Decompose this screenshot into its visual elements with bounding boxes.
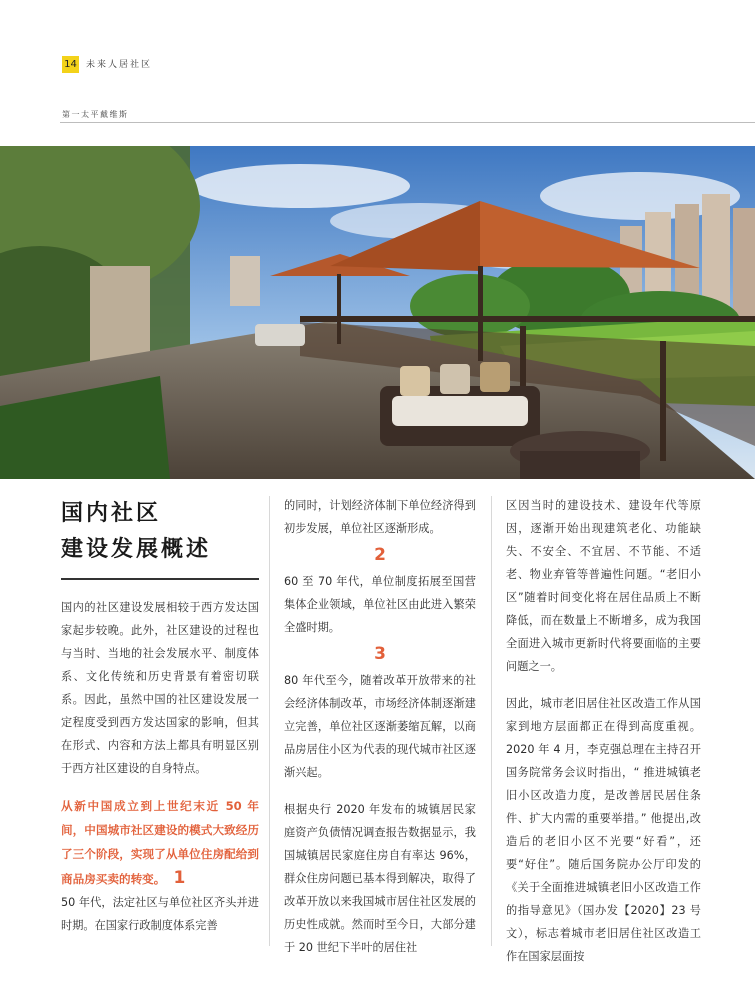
paragraph: 80 年代至今，随着改革开放带来的社会经济体制改革，市场经济体制逐渐建立完善，单位社区逐渐萎缩瓦解，以商品房居住小区为代表的现代城市社区逐渐兴起。 [284,674,476,779]
paragraph: 的同时，计划经济体制下单位经济得到初步发展，单位社区逐渐形成。 [284,499,476,535]
stage-number-1: 1 [173,867,186,888]
stage-number-2: 2 [374,545,386,565]
article-column-2 [284,494,476,959]
paragraph: 区因当时的建设技术、建设年代等原因，逐渐开始出现建筑老化、功能缺失、不安全、不宜居、不节能、不适老、物业弃管等普遍性问题。“老旧小区”随着时间变化将在居住品质上不断降低，而在数量上不断增多，成为我国全面进入城市更新时代将要面临的主要问题之一。 [506,499,701,673]
article-column-3 [506,494,701,968]
magazine-title: 未来人居社区 [86,60,153,70]
highlight-paragraph [61,794,259,891]
heading-rule [61,578,259,580]
header-divider [60,122,755,123]
section-label: 第一太平戴维斯 [62,110,129,119]
column-divider [491,496,492,946]
paragraph: 因此，城市老旧居住社区改造工作从国家到地方层面都正在得到高度重视。2020 年 4 月，李克强总理在主持召开国务院常务会议时指出，“ 推进城镇老旧小区改造力度，是改善居民居住条件、扩大内需的重要举措。” 他提出,改造后的老旧小区不光要“好看”，还要“好住”。随后国务院办公厅印发的《关于全面推进城镇老旧小区改造工作的指导意见》（国办发【2020】23 号文），标志着城市老旧居住社区改造工作在国家层面按 [506,697,701,963]
paragraph: 国内的社区建设发展相较于西方发达国家起步较晚。此外，社区建设的过程也与当时、当地的社会发展水平、制度体系、文化传统和历史背景有着密切联系。因此，虽然中国的社区建设发展一定程度受到西方发达国家的影响，但其在形式、内容和方法上都具有明显区别于西方社区建设的自身特点。 [61,600,259,775]
article-heading [61,496,259,568]
paragraph: 60 至 70 年代，单位制度拓展至国营集体企业领域，单位社区由此进入繁荣全盛时期。 [284,575,476,634]
page-number: 14 [62,56,79,73]
column-divider [269,496,270,946]
stage-number-3: 3 [374,644,386,664]
highlight-text: 从新中国成立到上世纪末近 50 年间，中国城市社区建设的模式大致经历了三个阶段，实现了从单位住房配给到商品房买卖的转变。 [61,798,259,886]
article-column-1 [61,496,259,937]
photo-illustration [0,146,755,479]
paragraph: 根据央行 2020 年发布的城镇居民家庭资产负债情况调查报告数据显示，我国城镇居民家庭住房自有率达 96%，群众住房问题已基本得到解决，取得了改革开放以来我国城市居住社区发展的历史性成就。然而时至今日，大部分建于 20 世纪下半叶的居住社 [284,803,476,954]
rooftop-terrace-photo [0,146,755,479]
heading-line-1: 国内社区 [61,501,162,526]
heading-line-2: 建设发展概述 [61,537,212,562]
paragraph: 50 年代，法定社区与单位社区齐头并进时期。在国家行政制度体系完善 [61,895,259,932]
